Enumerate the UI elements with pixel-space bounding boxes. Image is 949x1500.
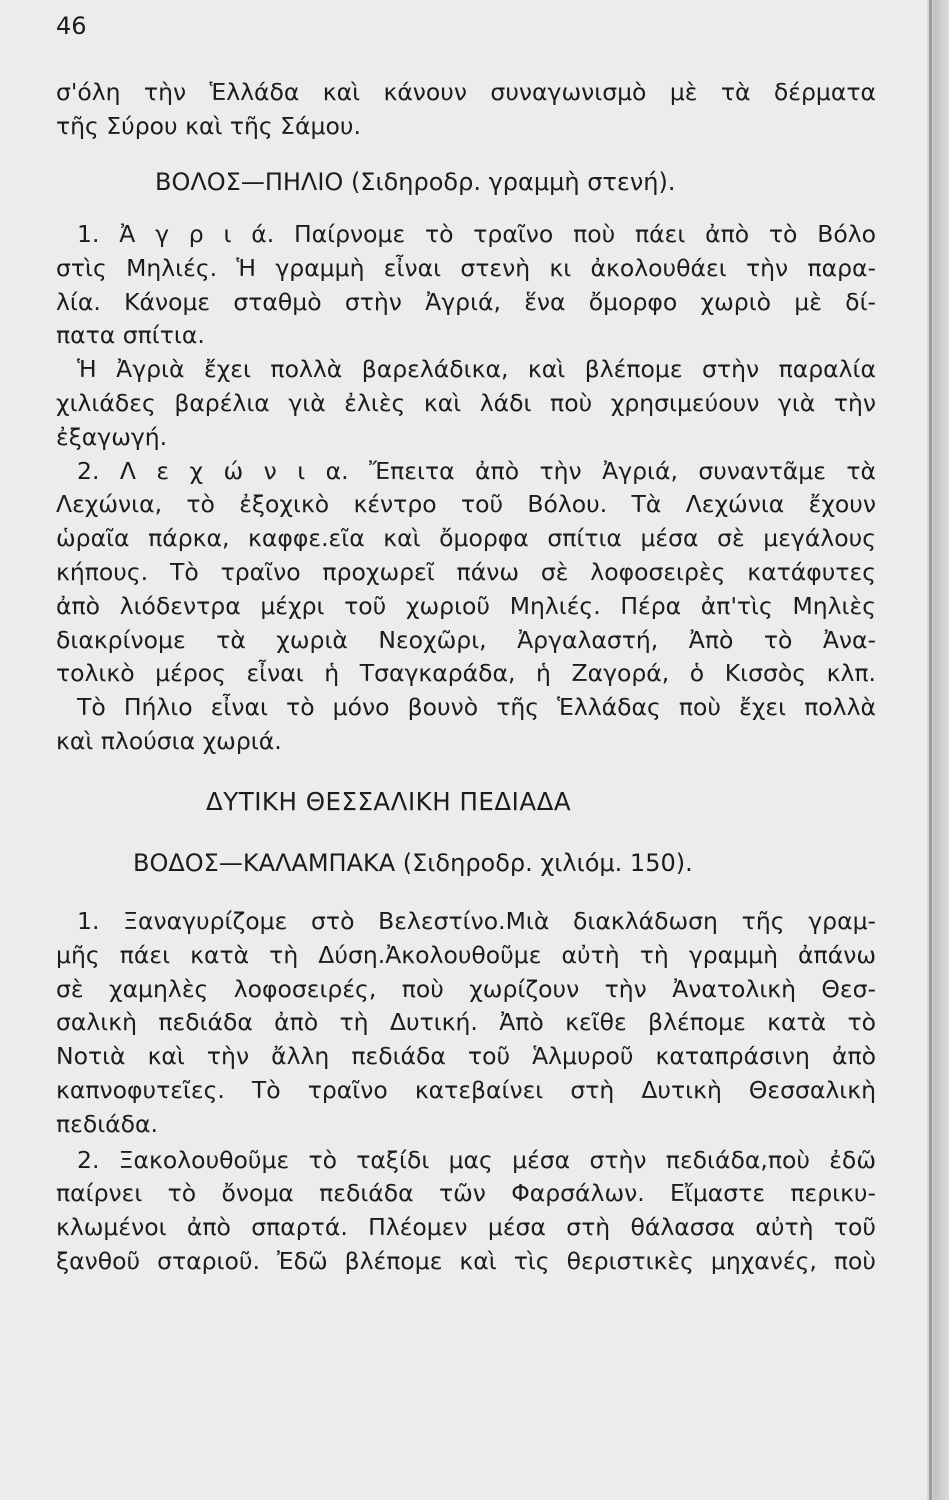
text-line: σὲ χαμηλὲς λοφοσειρές, ποὺ χωρίζουν τὴν Ἀνατολικὴ Θεσ- [56, 974, 876, 1003]
text-line: κλωμένοι ἀπὸ σπαρτά. Πλέομεν μέσα στὴ θάλασσα αὐτὴ τοῦ [56, 1213, 876, 1242]
text-line: πεδιάδα. [56, 1109, 159, 1138]
text-line: 2. Λ ε χ ώ ν ι α. Ἔπειτα ἀπὸ τὴν Ἀγριά, συναντᾶμε τὰ [77, 456, 876, 485]
text-line: καὶ πλούσια χωριά. [56, 726, 282, 755]
section-heading-volos-kalampaka: ΒΟΔΟΣ—ΚΑΛΑΜΠΑΚΑ (Σιδηροδρ. χιλιόμ. 150). [133, 849, 693, 877]
page-edge-line [929, 0, 932, 1500]
text-line: ἀπὸ λιόδεντρα μέχρι τοῦ χωριοῦ Μηλιές. Πέρα ἀπ'τὶς Μηλιὲς [56, 591, 876, 620]
volos-pilio-text [56, 218, 876, 759]
text-line: σ'όλη τὴν Ἑλλάδα καὶ κάνουν συναγωνισμὸ μὲ τὰ δέρματα [56, 78, 876, 106]
text-line: στὶς Μηλιές. Ἡ γραμμὴ εἶναι στενὴ κι ἀκολουθάει τὴν παρα- [56, 253, 876, 282]
text-line: Τὸ Πήλιο εἶναι τὸ μόνο βουνὸ τῆς Ἑλλάδας ποὺ ἔχει πολλὰ [77, 693, 876, 722]
text-line: τολικὸ μέρος εἶναι ἡ Τσαγκαράδα, ἡ Ζαγορά, ὁ Κισσὸς κλπ. [56, 659, 876, 688]
text-line: χιλιάδες βαρέλια γιὰ ἐλιὲς καὶ λάδι ποὺ χρησιμεύουν γιὰ τὴν [56, 388, 876, 417]
text-line: λία. Κάνομε σταθμὸ στὴν Ἀγριά, ἕνα ὄμορφο χωριὸ μὲ δί- [56, 287, 876, 316]
page-number: 46 [56, 12, 87, 40]
intro-paragraph [56, 76, 876, 144]
text-line: Λεχώνια, τὸ ἐξοχικὸ κέντρο τοῦ Βόλου. Τὰ Λεχώνια ἔχουν [56, 490, 876, 519]
text-line: ἐξαγωγή. [56, 422, 168, 451]
text-line: ὡραῖα πάρκα, καφφε.εῖα καὶ ὄμορφα σπίτια μέσα σὲ μεγάλους [56, 524, 876, 553]
text-line: διακρίνομε τὰ χωριὰ Νεοχῶρι, Ἀργαλαστή, Ἀπὸ τὸ Ἀνα- [56, 625, 876, 654]
text-line: 2. Ξακολουθοῦμε τὸ ταξίδι μας μέσα στὴν πεδιάδα,ποὺ ἐδῶ [77, 1145, 876, 1174]
section-heading-volos-pilio: ΒΟΛΟΣ—ΠΗΛΙΟ (Σιδηροδρ. γραμμὴ στενή). [155, 168, 676, 196]
volos-kalampaka-text [56, 905, 876, 1279]
text-line: παίρνει τὸ ὄνομα πεδιάδα τῶν Φαρσάλων. Εἴμαστε περικυ- [56, 1179, 876, 1208]
section-heading-west-thessaly: ΔΥΤΙΚΗ ΘΕΣΣΑΛΙΚΗ ΠΕΔΙΑΔΑ [206, 787, 572, 816]
text-line: πατα σπίτια. [56, 321, 205, 350]
text-line: 1. Ξαναγυρίζομε στὸ Βελεστίνο.Μιὰ διακλάδωση τῆς γραμ- [77, 907, 876, 935]
text-line: Νοτιὰ καὶ τὴν ἄλλη πεδιάδα τοῦ Ἁλμυροῦ καταπράσινη ἀπὸ [56, 1042, 876, 1071]
text-line: τῆς Σύρου καὶ τῆς Σάμου. [56, 111, 361, 140]
text-line: κήπους. Τὸ τραῖνο προχωρεῖ πάνω σὲ λοφοσειρὲς κατάφυτες [56, 557, 876, 586]
text-line: ξανθοῦ σταριοῦ. Ἐδῶ βλέπομε καὶ τὶς θεριστικὲς μηχανές, ποὺ [56, 1246, 876, 1275]
text-line: Ἡ Ἀγριὰ ἔχει πολλὰ βαρελάδικα, καὶ βλέπομε στὴν παραλία [77, 355, 876, 384]
text-line: σαλικὴ πεδιάδα ἀπὸ τὴ Δυτική. Ἀπὸ κεῖθε βλέπομε κατὰ τὸ [56, 1008, 876, 1037]
text-line: μῆς πάει κατὰ τὴ Δύση.Ἀκολουθοῦμε αὐτὴ τὴ γραμμὴ ἀπάνω [56, 940, 876, 969]
text-line: 1. Ἀ γ ρ ι ά. Παίρνομε τὸ τραῖνο ποὺ πάει ἀπὸ τὸ Βόλο [77, 220, 876, 248]
text-line: καπνοφυτεῖες. Τὸ τραῖνο κατεβαίνει στὴ Δυτικὴ Θεσσαλικὴ [56, 1075, 876, 1104]
